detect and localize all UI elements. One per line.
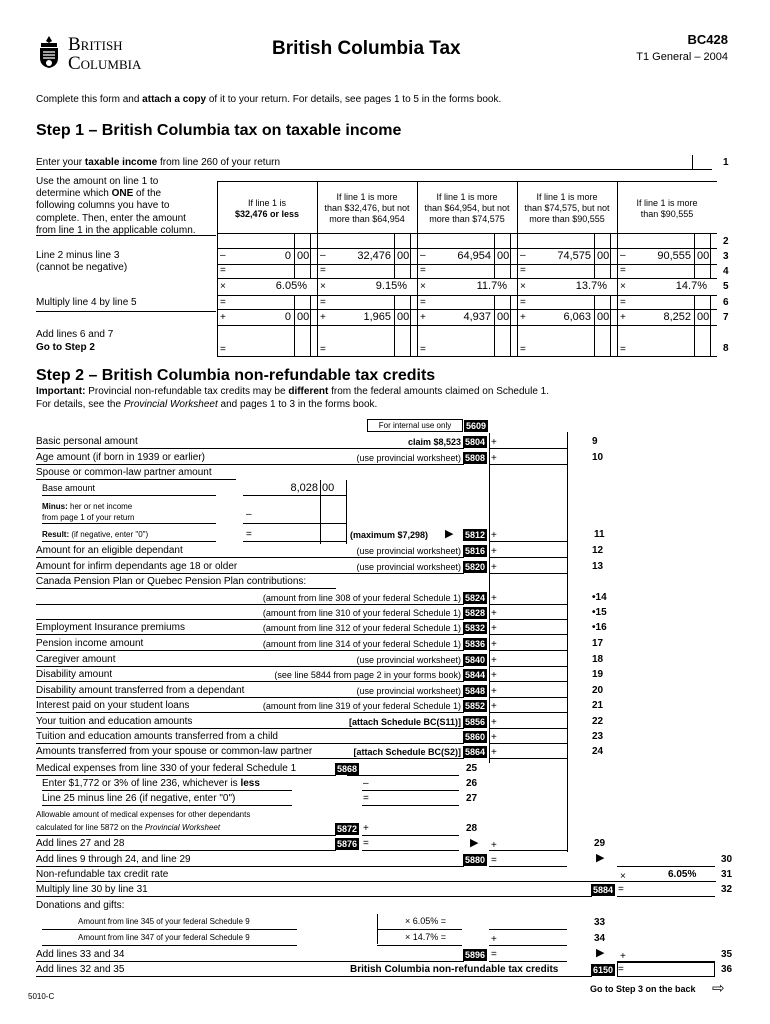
minus-label: Minus: her or net income from page 1 of your return	[42, 502, 135, 522]
plus-sign: +	[620, 951, 626, 962]
row5-rate: 11.7%	[476, 280, 507, 292]
line-num-10: 10	[592, 452, 604, 463]
credit-row-label: Disability amount	[36, 669, 113, 680]
plus-sign: +	[491, 437, 497, 448]
l28b-pre: calculated for line 5872 on the	[36, 823, 145, 832]
col-head-line: more than $64,954	[329, 214, 405, 224]
equals-sign: =	[491, 949, 497, 960]
line-num-18: 18	[592, 654, 604, 665]
row7-value: 1,965	[363, 311, 391, 323]
plus-sign: +	[491, 670, 497, 681]
row3-value: 74,575	[557, 250, 591, 262]
credit-row-note: (amount from line 308 of your federal Schedule 1)	[262, 593, 461, 603]
plus-sign: +	[491, 840, 497, 851]
line-num-14: •14	[592, 592, 607, 603]
l26-bold: less	[240, 778, 260, 789]
plus-sign: +	[491, 546, 497, 557]
plus-sign: +	[491, 747, 497, 758]
line1-post: from line 260 of your return	[157, 157, 281, 168]
col-head-line: If line 1 is	[247, 198, 287, 208]
row5-rate: 14.7%	[675, 280, 707, 292]
sign-minus: –	[320, 250, 326, 261]
line-num-15: •15	[592, 607, 607, 618]
plus-sign: +	[491, 655, 497, 666]
l28-label-b	[36, 823, 220, 832]
col-head-line: than $32,476, but not	[324, 203, 410, 213]
result-label: Result: (if negative, enter "0")	[42, 530, 149, 539]
intro-pre: Complete this form and	[36, 94, 143, 105]
row3-label	[36, 250, 127, 274]
sign-plus: +	[220, 312, 226, 323]
sign-equals: =	[620, 297, 626, 308]
col-head-4	[517, 192, 617, 225]
col-head-line: $32,476 or less	[234, 209, 300, 219]
maximum-note: (maximum $7,298)	[350, 530, 429, 540]
line-num-33: 33	[594, 917, 606, 928]
code-5848: 5848	[465, 686, 486, 696]
col-head-1	[217, 198, 317, 220]
row7-value: 6,063	[563, 311, 591, 323]
plus-sign: +	[491, 623, 497, 634]
logo-line2: Columbia	[68, 53, 142, 74]
line-num-19: 19	[592, 669, 604, 680]
code-5856: 5856	[465, 717, 486, 727]
details-pre: For details, see the	[36, 399, 124, 410]
row7-value: 4,937	[463, 311, 491, 323]
col-head-3	[417, 192, 517, 225]
code-5832: 5832	[465, 623, 486, 633]
instr-line: determine which ONE of the	[36, 188, 162, 200]
sign-equals: =	[520, 344, 526, 355]
sign-times: ×	[520, 281, 526, 292]
col-head-line: than $64,954, but not	[424, 203, 510, 213]
line-num-32: 32	[721, 884, 733, 895]
code-5876: 5876	[337, 839, 358, 849]
code-6150: 6150	[593, 965, 614, 975]
l28-label-a: Allowable amount of medical expenses for other dependants	[36, 810, 251, 819]
base-amount-label: Base amount	[42, 483, 96, 493]
credit-row-note: (use provincial worksheet)	[356, 562, 461, 572]
row3-value: 90,555	[657, 250, 691, 262]
sign-minus: –	[420, 250, 426, 261]
plus-sign: +	[491, 562, 497, 573]
line-num-3: 3	[723, 251, 729, 262]
arrow-right-outline-icon: ⇨	[712, 980, 725, 997]
sign-equals: =	[420, 297, 426, 308]
code-5840: 5840	[465, 655, 486, 665]
next-step: Go to Step 3 on the back	[590, 984, 696, 994]
minus-label-line2: from page 1 of your return	[42, 513, 135, 522]
line-num-16: •16	[592, 622, 607, 633]
plus-sign: +	[363, 823, 369, 834]
l36-total-box[interactable]	[617, 962, 715, 977]
code-5872: 5872	[337, 824, 358, 834]
arrow-right-icon: ▶	[445, 528, 454, 540]
line-num-28: 28	[466, 823, 478, 834]
line-num-36: 36	[721, 964, 733, 975]
code-5808: 5808	[465, 453, 486, 463]
instr-line: Use the amount on line 1 to	[36, 176, 159, 187]
credit-row-note: (amount from line 312 of your federal Schedule 1)	[262, 623, 461, 633]
form-code: BC428	[687, 32, 728, 47]
code-5824: 5824	[465, 593, 486, 603]
line-num-5: 5	[723, 281, 729, 292]
code-5804: 5804	[465, 437, 486, 447]
line-num-2: 2	[723, 236, 729, 247]
code-5812: 5812	[465, 530, 486, 540]
credit-row-label: Canada Pension Plan or Quebec Pension Plan contributions:	[36, 576, 307, 587]
code-5844: 5844	[465, 670, 486, 680]
line1-label	[36, 157, 280, 168]
row8-label	[36, 328, 113, 354]
bc-crest-icon	[35, 34, 63, 70]
bc-logo	[35, 34, 63, 73]
step2-important	[36, 386, 549, 397]
sign-equals: =	[320, 265, 326, 276]
row7-cents: 00	[297, 311, 310, 323]
row7-value: 8,252	[663, 311, 691, 323]
plus-sign: +	[491, 732, 497, 743]
sign-plus: +	[320, 312, 326, 323]
credit-row-note: [attach Schedule BC(S11)]	[348, 717, 461, 727]
credit-row-label: Tuition and education amounts transferred from a child	[36, 731, 278, 742]
code-5884: 5884	[593, 885, 614, 895]
line-num-34: 34	[594, 933, 606, 944]
credit-row-label: Caregiver amount	[36, 654, 116, 665]
sign-minus: –	[520, 250, 526, 261]
logo-line1: British	[68, 34, 123, 55]
l33-rate: × 6.05% =	[405, 916, 447, 926]
l26-pre: Enter $1,772 or 3% of line 236, whichever is	[42, 778, 241, 789]
sign-equals: =	[520, 297, 526, 308]
credit-row-note: [attach Schedule BC(S2)]	[353, 747, 461, 757]
credit-row-note: (amount from line 310 of your federal Schedule 1)	[262, 608, 461, 618]
important-post: from the federal amounts claimed on Schedule 1.	[328, 386, 550, 397]
line-num-6: 6	[723, 297, 729, 308]
sign-equals: =	[220, 344, 226, 355]
l35-label: Add lines 33 and 34	[36, 949, 125, 960]
credit-row-label: Amount for an eligible dependant	[36, 545, 183, 556]
line-num-17: 17	[592, 638, 604, 649]
row3-label-line: (cannot be negative)	[36, 262, 128, 273]
l33-label: Amount from line 345 of your federal Schedule 9	[78, 917, 250, 926]
line1-input[interactable]	[616, 155, 712, 170]
line-num-23: 23	[592, 731, 604, 742]
plus-sign: +	[491, 934, 497, 945]
sign-equals: =	[620, 344, 626, 355]
line-num-8: 8	[723, 343, 729, 354]
code-5880: 5880	[465, 855, 486, 865]
minus-sign: –	[246, 509, 252, 520]
row7-cents: 00	[397, 311, 410, 323]
row7-cents: 00	[497, 311, 510, 323]
base-amount-cents: 00	[322, 482, 335, 494]
code-5896: 5896	[465, 950, 486, 960]
code-5868: 5868	[337, 764, 358, 774]
line1-bold: taxable income	[84, 157, 158, 168]
credit-row-label: Disability amount transferred from a dependant	[36, 685, 245, 696]
col-head-line: If line 1 is more	[536, 192, 598, 202]
line1-pre: Enter your	[36, 157, 85, 168]
l27-label: Line 25 minus line 26 (if negative, enter "0")	[42, 793, 236, 804]
plus-sign: +	[491, 686, 497, 697]
equals-sign: =	[618, 964, 624, 975]
code-5816: 5816	[465, 546, 486, 556]
row5-rate: 6.05%	[275, 280, 307, 292]
l36-bold: British Columbia non-refundable tax credits	[350, 964, 559, 975]
step2-heading: Step 2 – British Columbia non-refundable tax credits	[36, 367, 436, 384]
line-num-13: 13	[592, 561, 604, 572]
credit-row-note: claim $8,523	[407, 437, 461, 447]
sign-minus: –	[220, 250, 226, 261]
base-amount-value: 8,028	[290, 482, 318, 494]
important-pre: Provincial non-refundable tax credits may be	[85, 386, 289, 397]
instr-line: complete. Then, enter the amount	[36, 212, 186, 224]
code-5852: 5852	[465, 701, 486, 711]
row3-cents: 00	[297, 250, 310, 262]
row3-value: 0	[284, 250, 291, 262]
l31-rate: 6.05%	[668, 869, 697, 880]
credit-row-note: (amount from line 314 of your federal Schedule 1)	[262, 639, 461, 649]
credit-row-note: (use provincial worksheet)	[356, 686, 461, 696]
l34-rate: × 14.7% =	[405, 932, 447, 942]
code-5864: 5864	[465, 747, 486, 757]
credit-row-label: Amount for infirm dependants age 18 or older	[36, 561, 238, 572]
row3-cents: 00	[397, 250, 410, 262]
line-num-22: 22	[592, 716, 604, 727]
logo-text	[68, 35, 141, 73]
sign-times: ×	[320, 281, 326, 292]
line-num-4: 4	[723, 266, 729, 277]
row3-value: 32,476	[357, 250, 391, 262]
equals-sign: =	[491, 855, 497, 866]
line-num-35: 35	[721, 949, 733, 960]
row7-cents: 00	[597, 311, 610, 323]
form-title: British Columbia Tax	[272, 38, 461, 59]
intro-bold: attach a copy	[142, 94, 207, 105]
row3-cents: 00	[497, 250, 510, 262]
line-num-27: 27	[466, 793, 478, 804]
form-id: 5010-C	[28, 992, 55, 1001]
details-italic: Provincial Worksheet	[123, 399, 218, 410]
credit-row-label: Spouse or common-law partner amount	[36, 467, 212, 478]
l32-label: Multiply line 30 by line 31	[36, 884, 148, 895]
sign-times: ×	[420, 281, 426, 292]
col-head-2	[317, 192, 417, 225]
row7-cents: 00	[697, 311, 710, 323]
credit-row-note: (see line 5844 from page 2 in your forms book)	[274, 670, 461, 680]
col-head-line: more than $90,555	[529, 214, 605, 224]
l25-label: Medical expenses from line 330 of your federal Schedule 1	[36, 763, 297, 774]
row3-cents: 00	[697, 250, 710, 262]
plus-sign: +	[491, 639, 497, 650]
sign-plus: +	[420, 312, 426, 323]
arrow-right-icon: ▶	[596, 947, 605, 959]
l34-label: Amount from line 347 of your federal Schedule 9	[78, 933, 250, 942]
col-head-line: than $74,575, but not	[524, 203, 610, 213]
row6-label: Multiply line 4 by line 5	[36, 297, 137, 308]
line-num-1: 1	[723, 157, 729, 168]
minus-sign: –	[363, 778, 369, 789]
sign-equals: =	[220, 265, 226, 276]
equals-sign: =	[363, 793, 369, 804]
important-bold2: different	[288, 386, 329, 397]
sign-equals: =	[320, 344, 326, 355]
credit-row-label: Pension income amount	[36, 638, 144, 649]
line-num-25: 25	[466, 763, 478, 774]
code-5828: 5828	[465, 608, 486, 618]
line-num-21: 21	[592, 700, 604, 711]
sign-plus: +	[620, 312, 626, 323]
plus-sign: +	[491, 717, 497, 728]
plus-sign: +	[491, 593, 497, 604]
line-num-29: 29	[594, 838, 606, 849]
internal-use-box: For internal use only	[367, 419, 463, 432]
l28b-italic: Provincial Worksheet	[144, 823, 221, 832]
credit-row-note: (amount from line 319 of your federal Schedule 1)	[262, 701, 461, 711]
credit-row-label: Employment Insurance premiums	[36, 622, 185, 633]
row5-rate: 13.7%	[575, 280, 607, 292]
plus-sign: +	[491, 453, 497, 464]
line-num-31: 31	[721, 869, 733, 880]
row3-cents: 00	[597, 250, 610, 262]
credit-row-label: Amounts transferred from your spouse or common-law partner	[36, 746, 313, 757]
l30-label: Add lines 9 through 24, and line 29	[36, 854, 191, 865]
col-head-5	[617, 198, 717, 220]
plus-sign: +	[491, 608, 497, 619]
credit-row-label: Basic personal amount	[36, 436, 138, 447]
form-sub: T1 General – 2004	[636, 51, 728, 63]
code-5820: 5820	[465, 562, 486, 572]
line-num-20: 20	[592, 685, 604, 696]
arrow-right-icon: ▶	[470, 837, 479, 849]
line-num-7: 7	[723, 312, 729, 323]
sign-minus: –	[620, 250, 626, 261]
sign-equals: =	[620, 265, 626, 276]
donations-label: Donations and gifts:	[36, 900, 125, 911]
sign-equals: =	[520, 265, 526, 276]
col-head-line: more than $74,575	[429, 214, 505, 224]
credit-row-note: (use provincial worksheet)	[356, 453, 461, 463]
credit-row-note: (use provincial worksheet)	[356, 546, 461, 556]
sign-plus: +	[520, 312, 526, 323]
important-bold: Important:	[36, 386, 86, 397]
equals-sign: =	[618, 884, 624, 895]
l29-label: Add lines 27 and 28	[36, 838, 125, 849]
intro-post: of it to your return. For details, see pages 1 to 5 in the forms book.	[206, 94, 502, 105]
col-head-line: If line 1 is more	[336, 192, 398, 202]
sign-times: ×	[220, 281, 226, 292]
sign-equals: =	[420, 265, 426, 276]
row7-value: 0	[284, 311, 291, 323]
code-5609: 5609	[466, 421, 487, 431]
plus-sign: +	[491, 701, 497, 712]
credit-row-note: (use provincial worksheet)	[356, 655, 461, 665]
row8-label-line: Go to Step 2	[36, 342, 95, 353]
row3-value: 64,954	[457, 250, 491, 262]
row8-label-line: Add lines 6 and 7	[36, 329, 114, 340]
instr-line: following columns you have to	[36, 200, 170, 212]
l31-label: Non-refundable tax credit rate	[36, 869, 169, 880]
times-sign: ×	[620, 871, 626, 882]
sign-equals: =	[420, 344, 426, 355]
plus-sign: +	[491, 530, 497, 541]
sign-equals: =	[220, 297, 226, 308]
l26-label	[42, 778, 260, 789]
details-post: and pages 1 to 3 in the forms book.	[217, 399, 378, 410]
arrow-right-icon: ▶	[596, 852, 605, 864]
step2-details	[36, 399, 377, 410]
line-num-24: 24	[592, 746, 604, 757]
step1-instructions	[36, 176, 196, 237]
credit-row-label: Your tuition and education amounts	[36, 716, 193, 727]
col-head-line: If line 1 is more	[636, 198, 698, 208]
instr-line: from line 1 in the applicable column.	[36, 224, 196, 236]
step1-heading: Step 1 – British Columbia tax on taxable income	[36, 122, 402, 139]
line-num-30: 30	[721, 854, 733, 865]
line-num-11: 11	[594, 529, 605, 540]
line-num-26: 26	[466, 778, 478, 789]
sign-equals: =	[320, 297, 326, 308]
sign-times: ×	[620, 281, 626, 292]
line-num-12: 12	[592, 545, 604, 556]
credit-row-label: Age amount (if born in 1939 or earlier)	[36, 452, 205, 463]
row3-label-line: Line 2 minus line 3	[36, 250, 120, 261]
equals-sign: =	[246, 529, 252, 540]
row5-rate: 9.15%	[375, 280, 407, 292]
credit-row-label: Interest paid on your student loans	[36, 700, 190, 711]
line-num-9: 9	[592, 436, 598, 447]
equals-sign: =	[363, 838, 369, 849]
code-5860: 5860	[465, 732, 486, 742]
code-5836: 5836	[465, 639, 486, 649]
col-head-line: If line 1 is more	[436, 192, 498, 202]
col-head-line: than $90,555	[640, 209, 694, 219]
intro-text	[36, 94, 501, 105]
l36-label: Add lines 32 and 35	[36, 964, 125, 975]
